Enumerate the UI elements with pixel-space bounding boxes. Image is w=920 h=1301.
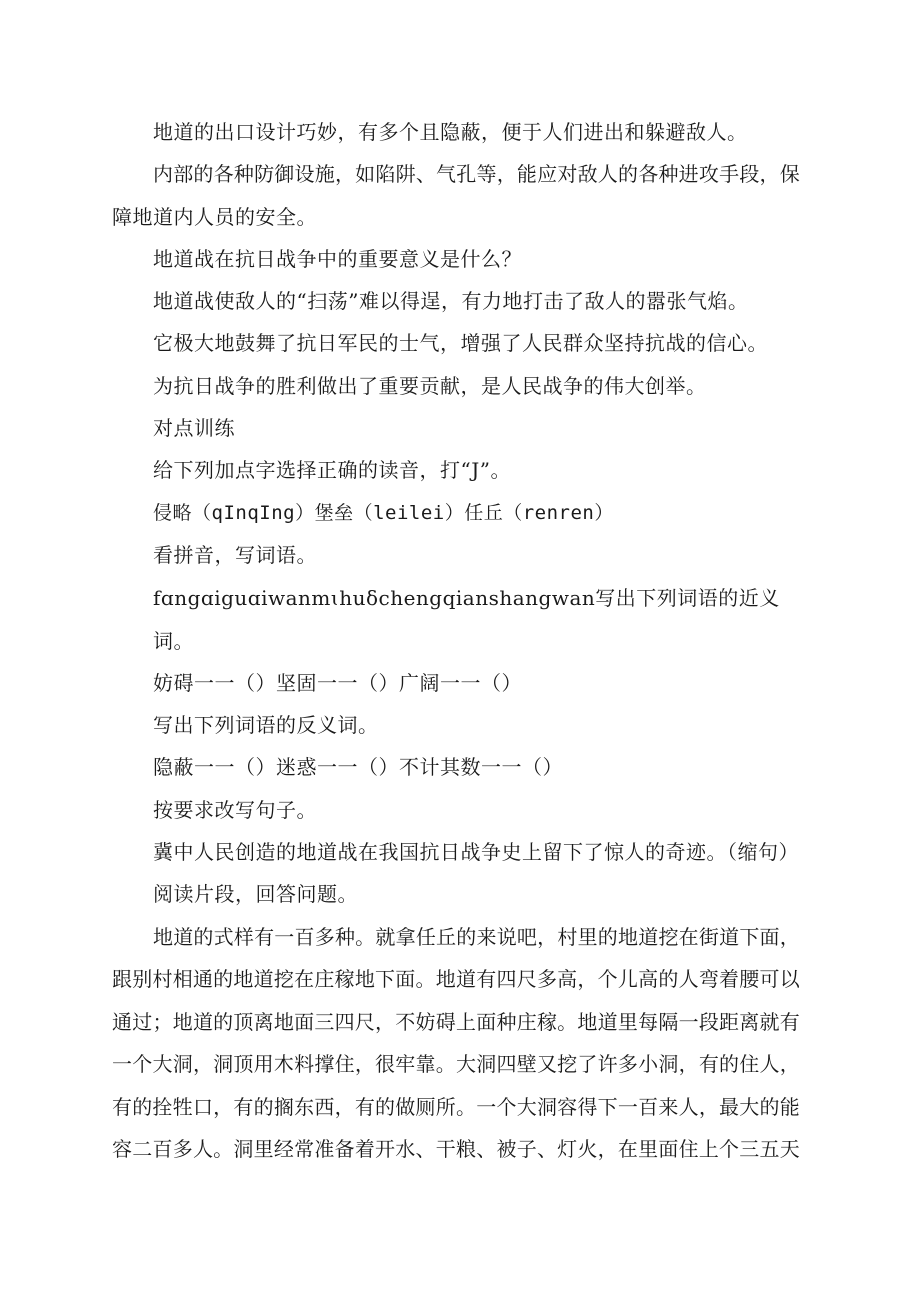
reading-passage-line-3: 通过；地道的顶离地面三四尺，不妨碍上面种庄稼。地道里每隔一段距离就有 [112, 1010, 800, 1034]
question-significance: 地道战在抗日战争中的重要意义是什么？ [153, 247, 522, 271]
reading-passage-line-4: 一个大洞，洞顶用木料撑住，很牢靠。大洞四壁又挖了许多小洞，有的住人， [112, 1052, 800, 1076]
exercise-antonyms-prompt: 写出下列词语的反义词。 [153, 713, 379, 737]
exercise-pronunciation-prompt: 给下列加点字选择正确的读音，打“J”。 [153, 458, 511, 482]
exercise-synonyms: 妨碍一一（）坚固一一（）广阔一一（） [153, 671, 522, 695]
exercise-antonyms: 隐蔽一一（）迷惑一一（）不计其数一一（） [153, 755, 563, 779]
answer-line-1: 地道战使敌人的“扫荡”难以得逞，有力地打击了敌人的嚣张气焰。 [153, 289, 749, 313]
reading-passage-line-1: 地道的式样有一百多种。就拿任丘的来说吧，村里的地道挖在街道下面， [153, 925, 800, 949]
exercise-pinyin-prompt: 看拼音，写词语。 [153, 543, 317, 567]
paragraph-defense-facilities-cont: 障地道内人员的安全。 [112, 205, 317, 229]
paragraph-exit-design: 地道的出口设计巧妙，有多个且隐蔽，便于人们进出和躲避敌人。 [153, 120, 748, 144]
answer-line-2: 它极大地鼓舞了抗日军民的士气，增强了人民群众坚持抗战的信心。 [153, 331, 768, 355]
exercise-rewrite-prompt: 按要求改写句子。 [153, 798, 317, 822]
reading-prompt: 阅读片段，回答问题。 [153, 882, 358, 906]
reading-passage-line-5: 有的拴牲口，有的搁东西，有的做厕所。一个大洞容得下一百来人，最大的能 [112, 1095, 800, 1119]
reading-passage-line-6: 容二百多人。洞里经常准备着开水、干粮、被子、灯火，在里面住上个三五天 [112, 1137, 800, 1161]
exercise-pinyin-items: fɑngɑiguɑiwanmɩhuδchengqianshangwan写出下列词语的近义 [153, 586, 780, 610]
exercise-pronunciation-items: 侵略（qInqIng）堡垒（leilei）任丘（renren） [153, 502, 614, 524]
exercise-rewrite-sentence: 冀中人民创造的地道战在我国抗日战争史上留下了惊人的奇迹。（缩句） [153, 840, 799, 864]
reading-passage-line-2: 跟别村相通的地道挖在庄稼地下面。地道有四尺多高，个儿高的人弯着腰可以 [112, 967, 800, 991]
paragraph-defense-facilities: 内部的各种防御设施，如陷阱、气孔等，能应对敌人的各种进攻手段，保 [153, 162, 800, 186]
section-heading-practice: 对点训练 [153, 416, 235, 440]
exercise-pinyin-items-cont: 词。 [153, 629, 194, 653]
answer-line-3: 为抗日战争的胜利做出了重要贡献，是人民战争的伟大创举。 [153, 374, 707, 398]
